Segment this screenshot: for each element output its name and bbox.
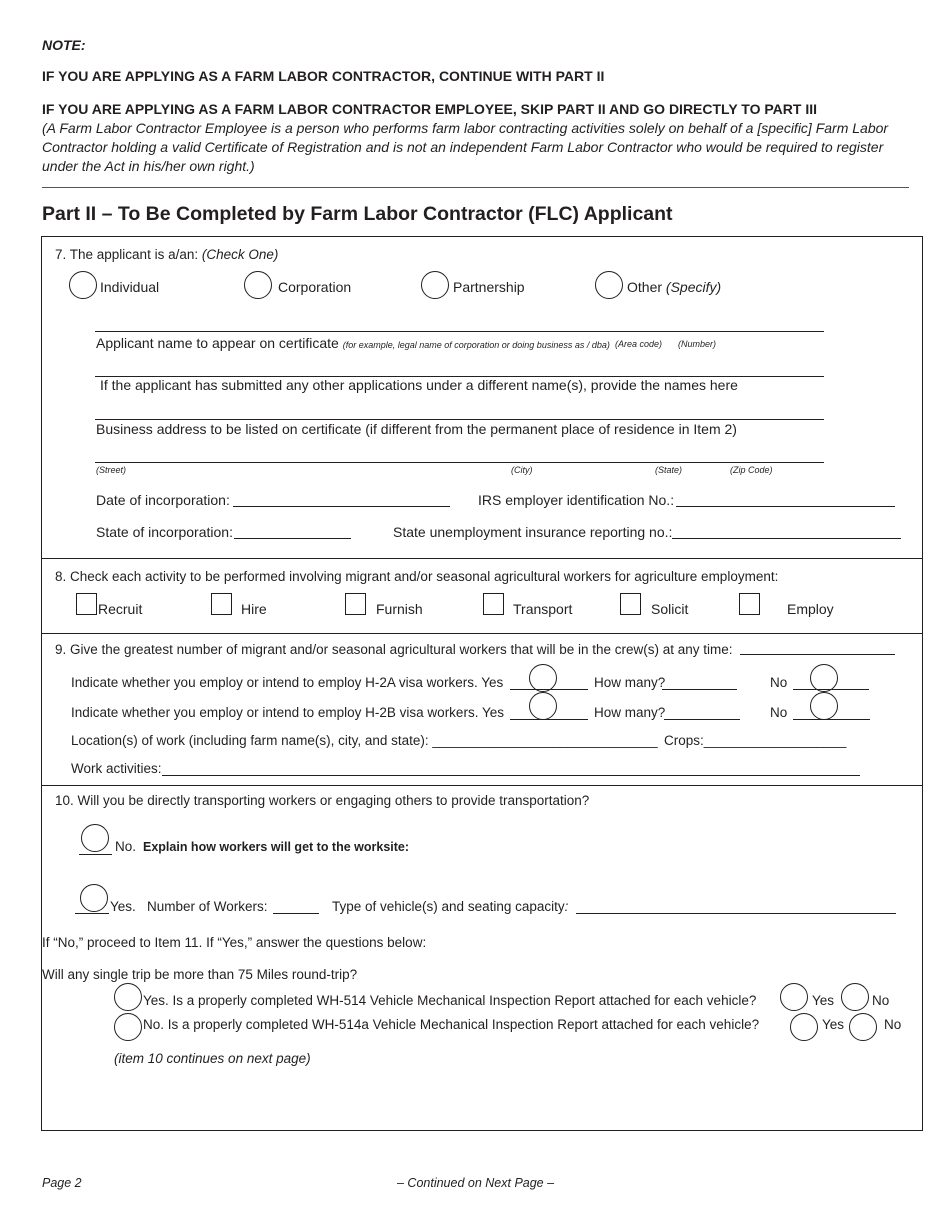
- section-divider-9: [41, 633, 923, 634]
- h2b-no-label: No: [770, 705, 788, 720]
- number-of-workers-label: Number of Workers:: [147, 899, 268, 914]
- wh514a-question: No. Is a properly completed WH-514a Vehicle Mechanical Inspection Report attached for each vehicle?: [143, 1017, 760, 1032]
- corporation-label: Corporation: [278, 279, 352, 295]
- h2a-no-radio[interactable]: [810, 664, 838, 692]
- partnership-radio[interactable]: [421, 271, 449, 299]
- note-flc-employee: IF YOU ARE APPLYING AS A FARM LABOR CONTRACTOR EMPLOYEE, SKIP PART II AND GO DIRECTLY TO PART III: [42, 101, 818, 117]
- h2b-yes-line: [510, 719, 588, 720]
- item9-question: 9. Give the greatest number of migrant and/or seasonal agricultural workers that will be in the crew(s) at any time:: [55, 642, 733, 657]
- state-ui-label: State unemployment insurance reporting no.:: [393, 524, 673, 540]
- h2a-how-many-label: How many?: [594, 675, 666, 690]
- individual-label: Individual: [100, 279, 160, 295]
- solicit-label: Solicit: [651, 601, 689, 617]
- wh514a-yes-radio[interactable]: [790, 1013, 818, 1041]
- business-address-label: Business address to be listed on certificate (if different from the permanent place of residence in Item 2): [96, 421, 737, 437]
- transport-no-line: [79, 854, 112, 855]
- recruit-checkbox[interactable]: [76, 593, 97, 615]
- wh514-yes-radio[interactable]: [780, 983, 808, 1011]
- business-address-line[interactable]: [95, 419, 824, 420]
- transport-yes-label: Yes.: [110, 899, 136, 914]
- city-label: (City): [511, 465, 533, 475]
- h2a-label: Indicate whether you employ or intend to employ H-2A visa workers. Yes: [71, 675, 504, 690]
- zip-label: (Zip Code): [730, 465, 773, 475]
- wh514a-no-label: No: [884, 1017, 902, 1032]
- date-incorporation-field[interactable]: [233, 506, 450, 507]
- area-code-label: (Area code): [615, 339, 663, 349]
- partnership-label: Partnership: [453, 279, 525, 295]
- transport-yes-line: [75, 913, 109, 914]
- proceed-instruction: If “No,” proceed to Item 11. If “Yes,” answer the questions below:: [42, 935, 427, 950]
- irs-ein-field[interactable]: [676, 506, 895, 507]
- divider: [42, 187, 909, 188]
- employ-checkbox[interactable]: [739, 593, 760, 615]
- item7-question: 7. The applicant is a/an: (Check One): [55, 247, 279, 262]
- page-number: Page 2: [42, 1176, 82, 1190]
- wh514a-no-radio[interactable]: [849, 1013, 877, 1041]
- h2a-no-label: No: [770, 675, 788, 690]
- wh514-question: Yes. Is a properly completed WH-514 Vehicle Mechanical Inspection Report attached for each vehicle?: [143, 993, 757, 1008]
- trip-question: Will any single trip be more than 75 Miles round-trip?: [42, 967, 358, 982]
- wh514-yes-label: Yes: [812, 993, 835, 1008]
- furnish-label: Furnish: [376, 601, 423, 617]
- furnish-checkbox[interactable]: [345, 593, 366, 615]
- transport-label: Transport: [513, 601, 573, 617]
- irs-ein-label: IRS employer identification No.:: [478, 492, 675, 508]
- continued-note: – Continued on Next Page –: [397, 1176, 555, 1190]
- trip-no-radio[interactable]: [114, 1013, 142, 1041]
- recruit-label: Recruit: [98, 601, 143, 617]
- wh514-no-radio[interactable]: [841, 983, 869, 1011]
- transport-explain-label: Explain how workers will get to the worksite:: [143, 840, 410, 854]
- h2b-no-line: [793, 719, 870, 720]
- number-of-workers-field[interactable]: [273, 913, 319, 914]
- corporation-radio[interactable]: [244, 271, 272, 299]
- item10-question: 10. Will you be directly transporting workers or engaging others to provide transportation?: [55, 793, 590, 808]
- individual-radio[interactable]: [69, 271, 97, 299]
- state-ui-field[interactable]: [672, 538, 901, 539]
- applicant-name-line[interactable]: [95, 331, 824, 332]
- date-incorporation-label: Date of incorporation:: [96, 492, 230, 508]
- work-activities-label: Work activities:: [71, 761, 162, 776]
- transport-no-radio[interactable]: [81, 824, 109, 852]
- applicant-name-label: Applicant name to appear on certificate (for example, legal name of corporation or doing business as / dba): [96, 335, 610, 351]
- h2b-yes-radio[interactable]: [529, 692, 557, 720]
- transport-yes-radio[interactable]: [80, 884, 108, 912]
- vehicle-type-label: Type of vehicle(s) and seating capacity:: [332, 899, 569, 914]
- other-names-label: If the applicant has submitted any other applications under a different name(s), provide the names here: [100, 377, 738, 393]
- section-divider-8: [41, 558, 923, 559]
- h2b-how-many-label: How many?: [594, 705, 666, 720]
- other-radio[interactable]: [595, 271, 623, 299]
- solicit-checkbox[interactable]: [620, 593, 641, 615]
- h2a-yes-radio[interactable]: [529, 664, 557, 692]
- section-divider-10: [41, 785, 923, 786]
- other-label: Other (Specify): [627, 279, 722, 295]
- work-location-label: Location(s) of work (including farm name(s), city, and state): ______________________________: [71, 733, 658, 748]
- state-label: (State): [655, 465, 683, 475]
- transport-no-label: No.: [115, 839, 137, 854]
- note-farm-labor-contractor: IF YOU ARE APPLYING AS A FARM LABOR CONTRACTOR, CONTINUE WITH PART II: [42, 68, 605, 84]
- note-label: NOTE:: [42, 37, 86, 53]
- item10-continues-note: (item 10 continues on next page): [114, 1051, 311, 1066]
- hire-checkbox[interactable]: [211, 593, 232, 615]
- crops-label: Crops:___________________: [664, 733, 847, 748]
- work-activities-field[interactable]: [162, 775, 860, 776]
- phone-number-label: (Number): [678, 339, 717, 349]
- street-label: (Street): [96, 465, 127, 475]
- hire-label: Hire: [241, 601, 267, 617]
- vehicle-type-field[interactable]: [576, 913, 896, 914]
- wh514-no-label: No: [872, 993, 890, 1008]
- h2b-how-many-field[interactable]: [664, 719, 740, 720]
- part-title: Part II – To Be Completed by Farm Labor Contractor (FLC) Applicant: [42, 203, 673, 225]
- crew-size-field[interactable]: [740, 654, 895, 655]
- address-line[interactable]: [95, 462, 824, 463]
- transport-checkbox[interactable]: [483, 593, 504, 615]
- h2b-label: Indicate whether you employ or intend to employ H-2B visa workers. Yes: [71, 705, 504, 720]
- note-paragraph: (A Farm Labor Contractor Employee is a person who performs farm labor contracting activities solely on behalf of a [specific] Farm Labor Contractor holding a valid Certificate of Registration and is not an independent Farm Labor Contractor who would be required to register under the Act in his/her own right.): [42, 120, 889, 174]
- h2b-no-radio[interactable]: [810, 692, 838, 720]
- h2a-how-many-field[interactable]: [662, 689, 737, 690]
- item8-question: 8. Check each activity to be performed involving migrant and/or seasonal agricultural workers for agriculture employment:: [55, 569, 779, 584]
- state-incorporation-field[interactable]: [234, 538, 351, 539]
- wh514a-yes-label: Yes: [822, 1017, 845, 1032]
- employ-label: Employ: [787, 601, 834, 617]
- state-incorporation-label: State of incorporation:: [96, 524, 233, 540]
- trip-yes-radio[interactable]: [114, 983, 142, 1011]
